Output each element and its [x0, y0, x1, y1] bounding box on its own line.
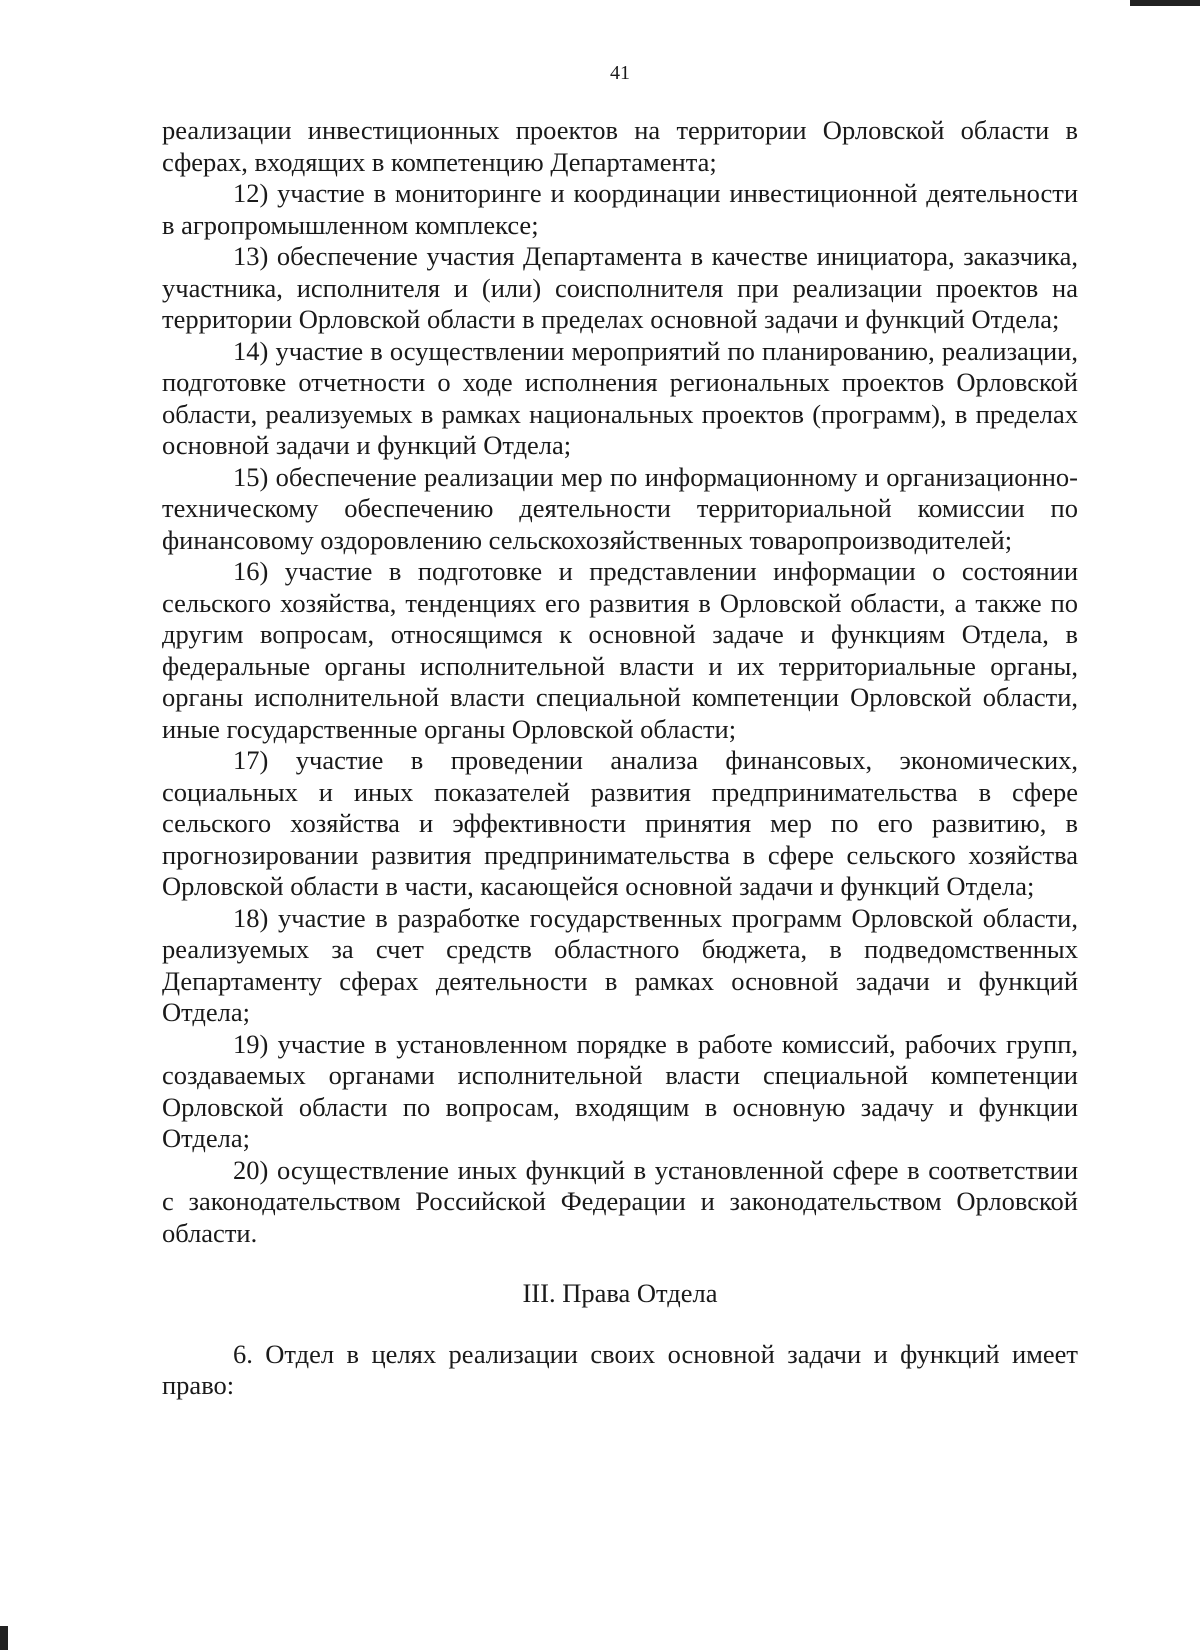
section-paragraph: 6. Отдел в целях реализации своих основной задачи и функций имеет право:	[162, 1338, 1078, 1400]
scan-edge-mark	[1130, 0, 1200, 6]
section-heading: III. Права Отдела	[522, 1278, 718, 1308]
list-item-18: 18) участие в разработке государственных программ Орловской области, реализуемых за счет средств областного бюджета, в подведомственных Департаменту сферах деятельности в рамках основной задачи и функций Отдела;	[162, 902, 1078, 1027]
list-item-15: 15) обеспечение реализации мер по информационному и организационно-техническому обеспечению деятельности территориальной комиссии по финансовому оздоровлению сельскохозяйственных товаропроизводителей;	[162, 461, 1078, 555]
list-item-20: 20) осуществление иных функций в установленной сфере в соответствии с законодательством Российской Федерации и законодательством Орловской области.	[162, 1154, 1078, 1248]
list-item-17: 17) участие в проведении анализа финансовых, экономических, социальных и иных показателей развития предпринимательства в сфере сельского хозяйства и эффективности принятия мер по его развитию, в прогнозировании развития предпринимательства в сфере сельского хозяйства Орловской области в части, касающейся основной задачи и функций Отдела;	[162, 745, 1078, 901]
paragraph-continuation: реализации инвестиционных проектов на территории Орловской области в сферах, входящих в компетенцию Департамента;	[162, 115, 1078, 177]
list-item-19: 19) участие в установленном порядке в работе комиссий, рабочих групп, создаваемых органами исполнительной власти специальной компетенции Орловской области по вопросам, входящим в основную задачу и функции Отдела;	[162, 1028, 1078, 1153]
list-item-13: 13) обеспечение участия Департамента в качестве инициатора, заказчика, участника, исполнителя и (или) соисполнителя при реализации проектов на территории Орловской области в пределах основной задачи и функций Отдела;	[162, 241, 1078, 334]
scan-edge-mark	[0, 1626, 8, 1650]
list-item-14: 14) участие в осуществлении мероприятий по планированию, реализации, подготовке отчетности о ходе исполнения региональных проектов Орловской области, реализуемых в рамках национальных проектов (программ), в пределах основной задачи и функций Отдела;	[162, 335, 1078, 460]
list-item-16: 16) участие в подготовке и представлении информации о состоянии сельского хозяйства, тенденциях его развития в Орловской области, а также по другим вопросам, относящимся к основной задаче и функциям Отдела, в федеральные органы исполнительной власти и их территориальные органы, органы исполнительной власти специальной компетенции Орловской области, иные государственные органы Орловской области;	[162, 556, 1078, 744]
list-item-12: 12) участие в мониторинге и координации инвестиционной деятельности в агропромышленном комплексе;	[162, 178, 1078, 240]
page-number: 41	[610, 62, 630, 84]
document-body	[162, 115, 1078, 1402]
